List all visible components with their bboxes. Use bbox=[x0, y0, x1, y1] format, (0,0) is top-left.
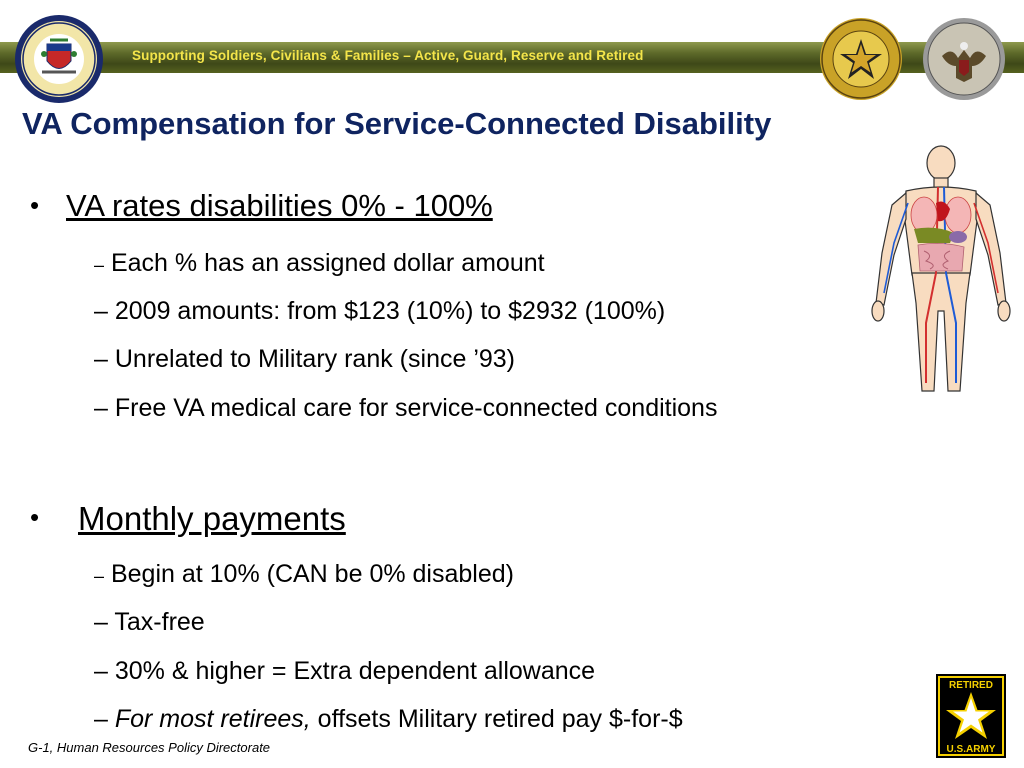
list-item: – For most retirees, offsets Military retired pay $-for-$ bbox=[94, 705, 683, 733]
badge-bottom-text: U.S.ARMY bbox=[946, 744, 996, 755]
list-item: – Free VA medical care for service-connected conditions bbox=[94, 394, 718, 422]
bullet-marker: • bbox=[30, 190, 40, 220]
list-item-rest: offsets Military retired pay $-for-$ bbox=[310, 705, 683, 733]
list-item: – Unrelated to Military rank (since ’93) bbox=[94, 345, 516, 373]
eagle-seal-icon bbox=[922, 16, 1006, 102]
army-seal-icon bbox=[14, 14, 104, 104]
retired-army-badge-icon bbox=[936, 674, 1006, 758]
list-item: – Tax-free bbox=[94, 608, 205, 636]
list-item: – 2009 amounts: from $123 (10%) to $2932 (100%) bbox=[94, 297, 666, 325]
bullet-marker: • bbox=[30, 502, 40, 532]
slide-title: VA Compensation for Service-Connected Disability bbox=[22, 106, 772, 141]
section-heading-monthly: Monthly payments bbox=[78, 500, 346, 537]
list-item: – Each % has an assigned dollar amount bbox=[94, 249, 545, 277]
list-item: – 30% & higher = Extra dependent allowance bbox=[94, 657, 596, 685]
footer-text: G-1, Human Resources Policy Directorate bbox=[28, 740, 271, 755]
section-heading-rates: VA rates disabilities 0% - 100% bbox=[66, 188, 493, 223]
human-anatomy-figure-icon bbox=[866, 143, 1016, 398]
dcs-g1-seal-icon bbox=[819, 17, 903, 101]
banner-text: Supporting Soldiers, Civilians & Families – Active, Guard, Reserve and Retired bbox=[132, 48, 644, 63]
badge-top-text: RETIRED bbox=[949, 680, 993, 691]
italic-text: For most retirees, bbox=[114, 705, 311, 733]
list-item: – Begin at 10% (CAN be 0% disabled) bbox=[94, 560, 514, 588]
